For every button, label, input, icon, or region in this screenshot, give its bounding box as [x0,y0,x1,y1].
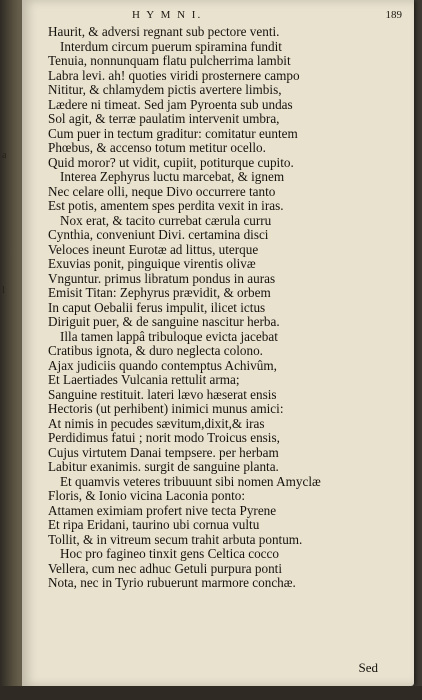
text-line: Vellera, cum nec adhuc Getuli purpura ponti [48,560,282,576]
text-line: Floris, & Ionio vicina Laconia ponto: [48,488,246,503]
text-line: Et quamvis veteres tribuuunt sibi nomen Amyclæ [60,473,321,489]
text-line: Attamen eximiam profert nive tecta Pyrene [48,502,277,518]
poem-text [48,25,393,591]
text-line: Perdidimus fatui ; norit modo Troicus ensis, [48,430,280,445]
text-line: Hoc pro fagineo tinxit gens Celtica cocco [60,546,279,561]
text-line: Sanguine restituit. lateri lævo hæserat ensis [48,386,277,402]
text-line: Quid moror? ut vidit, cupiit, potiturque cupito. [48,154,294,170]
page-number: 189 [385,9,402,21]
margin-mark: l [2,285,5,296]
text-line: Diriguit puer, & de sanguine nascitur herba. [48,314,280,329]
text-line: Cum puer in tectum graditur: comitatur euntem [48,125,298,141]
text-line: Tenuia, nonnunquam flatu pulcherrima lambit [48,53,291,68]
text-line: Ajax judiciis quando contemptus Achivûm, [48,357,277,373]
text-line: Phœbus, & accenso totum metitur ocello. [48,140,266,155]
text-line: Tollit, & in vitreum secum trahit arbuta pontum. [48,531,303,547]
text-line: Cynthia, conveniunt Divi. certamina disci [48,227,269,242]
text-line: Sol agit, & terræ paulatim intervenit umbra, [48,111,280,126]
text-line: Emisit Titan: Zephyrus prævidit, & orbem [48,285,271,300]
text-line: Veloces ineunt Eurotæ ad littus, uterque [48,241,259,257]
text-line: In caput Oebalii ferus impulit, ilicet ictus [48,299,266,315]
text-line: Cujus virtutem Danai tempsere. per herbam [48,444,279,460]
text-line: Hectoris (ut perhibent) inimici munus amici: [48,401,284,416]
text-line: Nox erat, & tacito currebat cærula curru [60,212,272,228]
text-line: Illa tamen lappâ tribuloque evicta jacebat [60,328,278,344]
text-line: Labra levi. ah! quoties viridi prosternere campo [48,67,300,83]
catchword: Sed [358,660,378,675]
text-line: Nec celare olli, neque Divo occurrere tanto [48,183,276,199]
text-line: Labitur exanimis. surgit de sanguine planta. [48,459,279,474]
text-line: Exuvias ponit, pinguique virentis olivæ [48,256,256,271]
running-head: H Y M N I. [132,9,203,21]
text-line: Haurit, & adversi regnant sub pectore venti. [48,24,280,39]
scan-bottom-edge [0,686,422,700]
text-line: Et ripa Eridani, taurino ubi cornua vultu [48,517,260,532]
binding-gutter [0,0,22,700]
margin-mark: a [2,150,7,161]
text-line: Lædere ni timeat. Sed jam Pyroenta sub undas [48,96,293,112]
text-line: Nititur, & chlamydem pictis avertere limbis, [48,82,282,97]
text-line: Et Laertiades Vulcania rettulit arma; [48,372,240,387]
text-line: Cratibus ignota, & duro neglecta colono. [48,343,263,358]
page-header [22,7,414,25]
text-line: At nimis in pecudes sævitum,dixit,& iras [48,415,265,431]
text-line: Interea Zephyrus luctu marcebat, & ignem [60,169,285,184]
text-line: Est potis, amentem spes perdita vexit in iras. [48,198,284,213]
text-line: Interdum circum puerum spiramina fundit [60,38,282,54]
text-line: Nota, nec in Tyrio rubuerunt marmore conchæ. [48,575,296,590]
text-line: Vnguntur. primus libratum pondus in auras [48,270,276,286]
